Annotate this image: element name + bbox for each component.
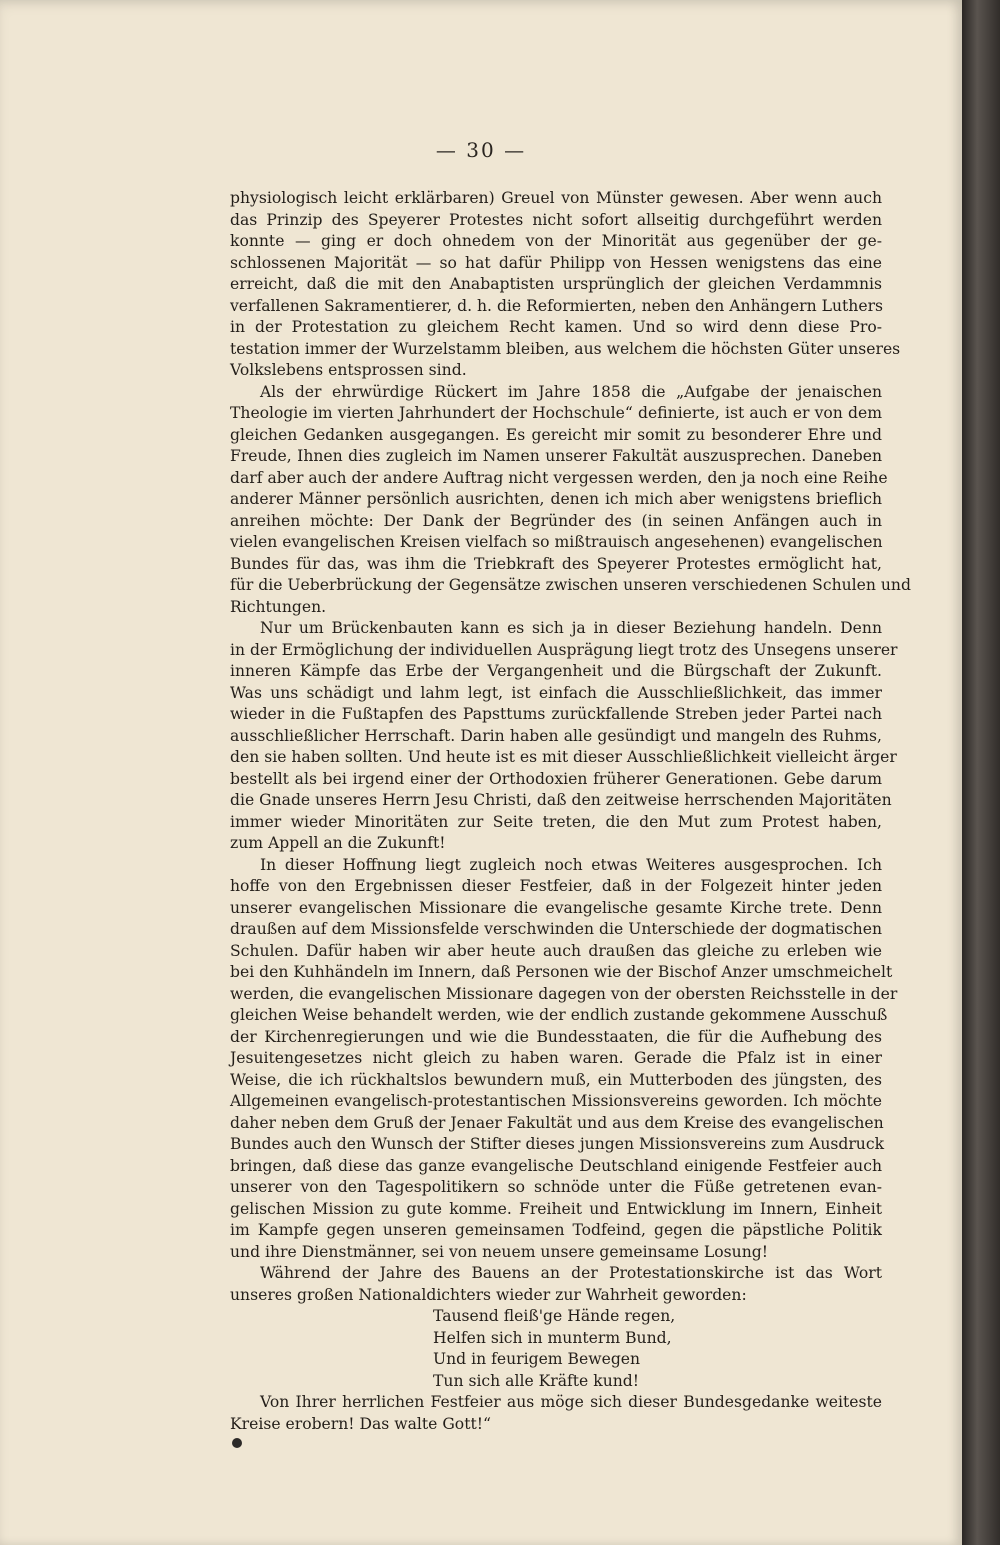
text-line: zum Appell an die Zukunft! — [230, 834, 446, 852]
verse-line: Tausend fleiß'ge Hände regen, — [433, 1307, 676, 1325]
text-line: wieder in die Fußtapfen des Papsttums zurückfallende Streben jeder Partei nach — [230, 705, 882, 723]
text-line: und ihre Dienstmänner, sei von neuem unsere gemeinsame Losung! — [230, 1242, 768, 1261]
verse-line: Helfen sich in munterm Bund, — [433, 1328, 672, 1347]
paragraph — [230, 382, 911, 619]
text-line: im Kampfe gegen unseren gemeinsamen Todfeind, gegen die päpstliche Politik — [230, 1221, 882, 1239]
text-line: Allgemeinen evangelisch-protestantischen Missionsvereins geworden. Ich möchte — [230, 1092, 882, 1110]
text-line: Während der Jahre des Bauens an der Protestationskirche ist das Wort — [260, 1264, 882, 1282]
text-line: physiologisch leicht erklärbaren) Greuel von Münster gewesen. Aber wenn auch — [230, 189, 882, 207]
text-line: bringen, daß diese das ganze evangelische Deutschland einigende Festfeier auch — [230, 1156, 882, 1175]
text-line: Richtungen. — [230, 597, 327, 616]
text-line: schlossenen Majorität — so hat dafür Philipp von Hessen wenigstens das eine — [230, 253, 882, 272]
text-line: die Gnade unseres Herrn Jesu Christi, daß den zeitweise herrschenden Majoritäten — [230, 791, 892, 809]
text-line: Als der ehrwürdige Rückert im Jahre 1858 die „Aufgabe der jenaischen — [260, 382, 882, 401]
text-line: Von Ihrer herrlichen Festfeier aus möge sich dieser Bundesgedanke weiteste — [260, 1393, 882, 1411]
text-line: Volkslebens entsprossen sind. — [230, 361, 467, 379]
text-line: gelischen Mission zu gute komme. Freiheit und Entwicklung im Innern, Einheit — [230, 1199, 882, 1218]
body-text — [230, 188, 911, 1435]
paragraph — [230, 1263, 882, 1306]
closing-paragraph — [230, 1392, 882, 1435]
text-line: anreihen möchte: Der Dank der Begründer des (in seinen Anfängen auch in — [230, 511, 882, 530]
text-line: immer wieder Minoritäten zur Seite treten, die den Mut zum Protest haben, — [230, 812, 882, 831]
text-line: Bundes für das, was ihm die Triebkraft des Speyerer Protestes ermöglicht hat, — [230, 554, 882, 573]
text-line: Nur um Brückenbauten kann es sich ja in dieser Beziehung handeln. Denn — [260, 619, 882, 637]
text-line: Weise, die ich rückhaltslos bewundern muß, ein Mutterboden des jüngsten, des — [230, 1070, 882, 1089]
text-line: in der Protestation zu gleichem Recht kamen. Und so wird denn diese Pro- — [230, 318, 882, 336]
page-number: — 30 — — [435, 138, 527, 162]
text-line: inneren Kämpfe das Erbe der Vergangenheit und die Bürgschaft der Zukunft. — [230, 662, 882, 680]
book-spine-edge — [962, 0, 1000, 1545]
text-line: das Prinzip des Speyerer Protestes nicht sofort allseitig durchgeführt werden — [230, 210, 882, 229]
verse-line: Tun sich alle Kräfte kund! — [433, 1371, 640, 1390]
text-line: Was uns schädigt und lahm legt, ist einfach die Ausschließlichkeit, das immer — [230, 683, 882, 702]
text-line: bei den Kuhhändeln im Innern, daß Personen wie der Bischof Anzer umschmeichelt — [230, 963, 893, 981]
text-line: ausschließlicher Herrschaft. Darin haben alle gesündigt und mangeln des Ruhms, — [230, 726, 882, 745]
text-line: unserer evangelischen Missionare die evangelische gesamte Kirche trete. Denn — [230, 898, 882, 917]
text-line: testation immer der Wurzelstamm bleiben, aus welchem die höchsten Güter unseres — [230, 339, 901, 358]
text-line: gleichen Weise behandelt werden, wie der endlich zustande gekommene Ausschuß — [230, 1006, 888, 1024]
text-line: den sie haben sollten. Und heute ist es mit dieser Ausschließlichkeit vielleicht ärger — [230, 748, 897, 766]
text-line: bestellt als bei irgend einer der Orthodoxien früherer Generationen. Gebe darum — [230, 769, 882, 788]
text-line: Bundes auch den Wunsch der Stifter dieses jungen Missionsvereins zum Ausdruck — [230, 1135, 885, 1153]
text-line: werden, die evangelischen Missionare dagegen von der obersten Reichsstelle in der — [230, 984, 898, 1003]
text-line: anderer Männer persönlich ausrichten, denen ich mich aber wenigstens brieflich — [230, 490, 882, 508]
verse-line: Und in feurigem Bewegen — [433, 1350, 641, 1368]
text-line: Kreise erobern! Das walte Gott!“ — [230, 1414, 491, 1433]
paragraph — [230, 618, 898, 855]
text-line: hoffe von den Ergebnissen dieser Festfeier, daß in der Folgezeit hinter jeden — [230, 877, 882, 895]
text-line: der Kirchenregierungen und wie die Bundesstaaten, die für die Aufhebung des — [230, 1027, 882, 1046]
text-line: gleichen Gedanken ausgegangen. Es gereicht mir somit zu besonderer Ehre und — [230, 425, 882, 444]
text-line: unseres großen Nationaldichters wieder zur Wahrheit geworden: — [230, 1285, 747, 1304]
text-line: vielen evangelischen Kreisen vielfach so mißtrauisch angesehenen) evangelischen — [230, 533, 883, 551]
text-line: unserer von den Tagespolitikern so schnöde unter die Füße getretenen evan- — [230, 1178, 882, 1196]
text-line: darf aber auch der andere Auftrag nicht vergessen werden, den ja noch eine Reihe — [230, 468, 888, 487]
text-line: in der Ermöglichung der individuellen Ausprägung liegt trotz des Unsegens unserer — [230, 640, 898, 659]
text-line: konnte — ging er doch ohnedem von der Minorität aus gegenüber der ge- — [230, 232, 882, 250]
text-line: erreicht, daß die mit den Anabaptisten ursprünglich der gleichen Verdammnis — [230, 275, 882, 293]
paragraph — [230, 188, 901, 382]
text-line: Theologie im vierten Jahrhundert der Hochschule“ definierte, ist auch er von dem — [230, 404, 882, 422]
verse-quote — [433, 1306, 882, 1392]
ink-spot — [232, 1438, 242, 1448]
text-line: verfallenen Sakramentierer, d. h. die Reformierten, neben den Anhängern Luthers — [230, 296, 884, 315]
paragraph — [230, 855, 898, 1264]
text-line: draußen auf dem Missionsfelde verschwinden die Unterschiede der dogmatischen — [230, 920, 882, 938]
text-line: Jesuitengesetzes nicht gleich zu haben waren. Gerade die Pfalz ist in einer — [230, 1049, 882, 1067]
text-line: Freude, Ihnen dies zugleich im Namen unserer Fakultät auszusprechen. Daneben — [230, 447, 882, 465]
text-line: Schulen. Dafür haben wir aber heute auch draußen das gleiche zu erleben wie — [230, 941, 882, 960]
text-line: In dieser Hoffnung liegt zugleich noch etwas Weiteres ausgesprochen. Ich — [260, 855, 882, 874]
text-line: daher neben dem Gruß der Jenaer Fakultät und aus dem Kreise des evangelischen — [230, 1113, 884, 1132]
text-line: für die Ueberbrückung der Gegensätze zwischen unseren verschiedenen Schulen und — [230, 576, 911, 594]
